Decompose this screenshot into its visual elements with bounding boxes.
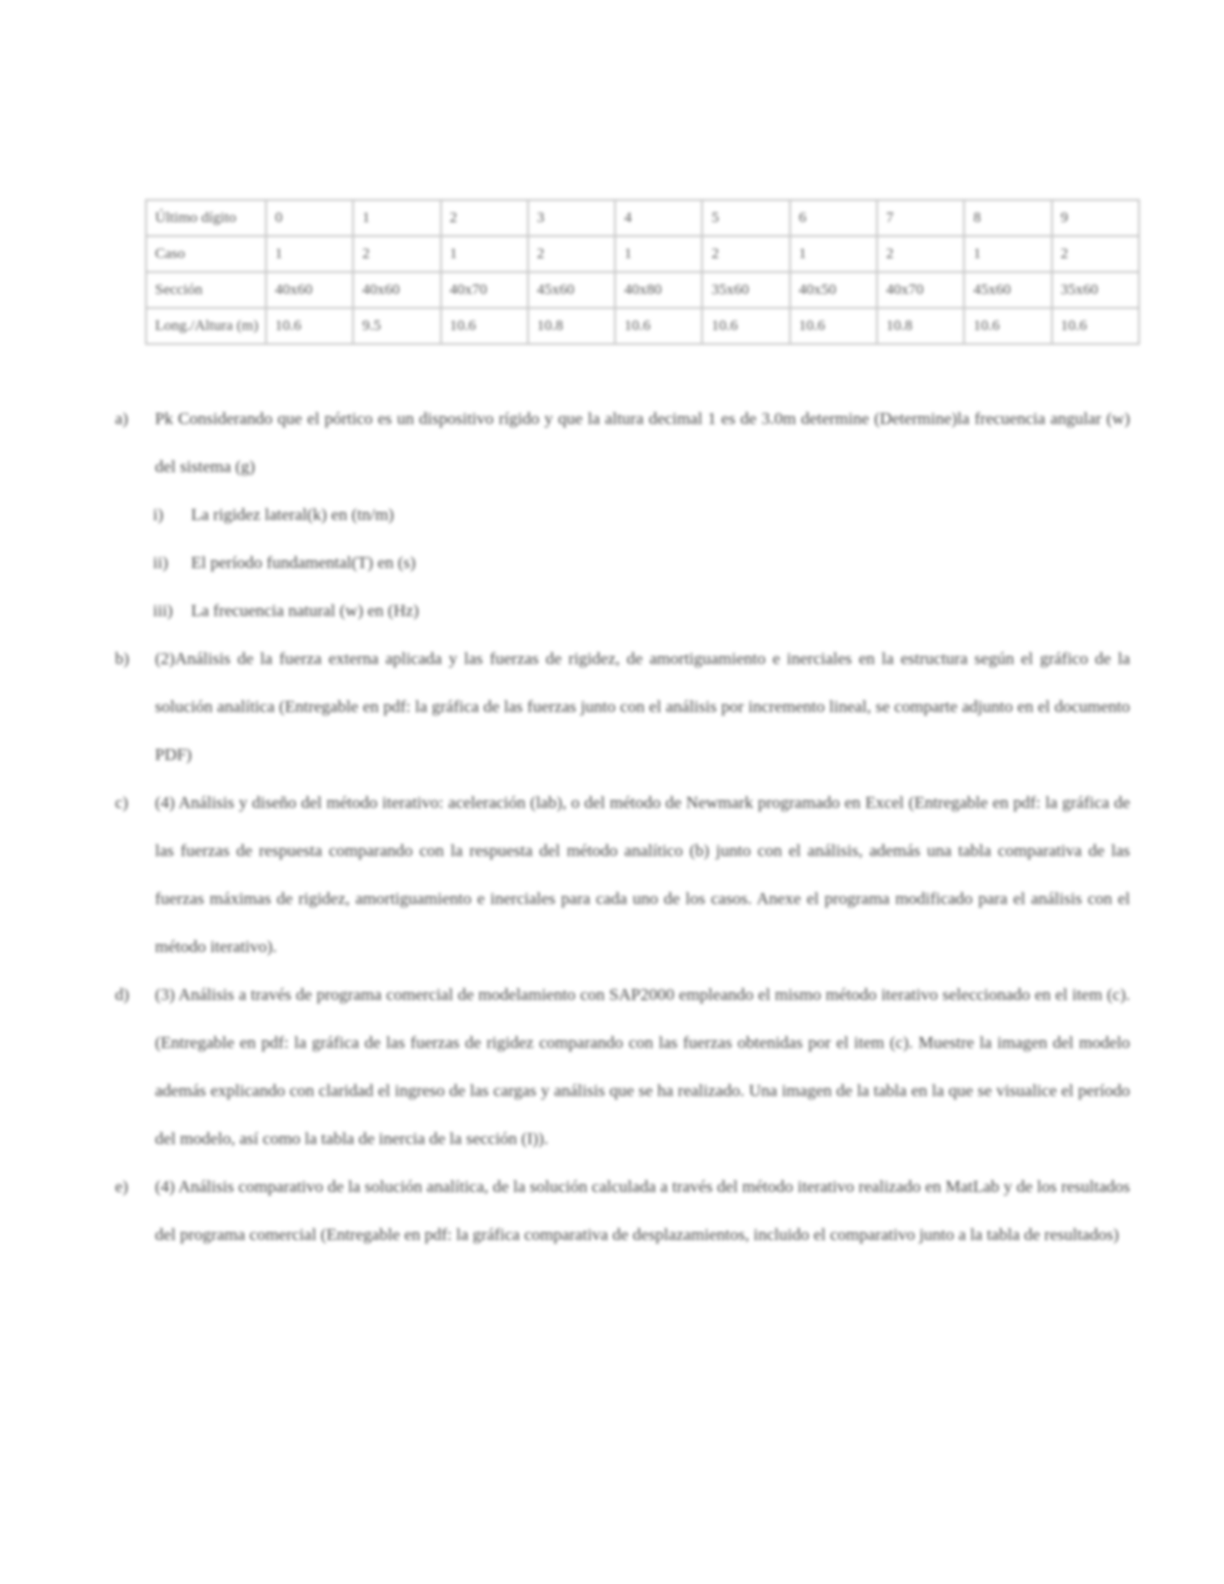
table-cell: 10.6 [441, 308, 528, 344]
table-cell: 35x60 [1052, 272, 1139, 308]
table-cell: 10.6 [615, 308, 702, 344]
table-cell: 40x70 [877, 272, 964, 308]
question-item [115, 635, 1130, 779]
table-cell: 10.8 [877, 308, 964, 344]
question-list [115, 395, 1130, 1259]
item-label: iii) [153, 601, 173, 620]
table-cell: 40x60 [266, 272, 353, 308]
item-label: d) [115, 985, 130, 1004]
table-cell: 2 [353, 236, 440, 272]
sub-item [115, 491, 1130, 539]
sub-item [115, 587, 1130, 635]
table-row [146, 308, 1139, 344]
table-cell: 40x60 [353, 272, 440, 308]
item-text: El período fundamental(T) en (s) [191, 553, 416, 572]
table-cell: 4 [615, 200, 702, 236]
table-cell: 1 [615, 236, 702, 272]
table-cell: 1 [353, 200, 440, 236]
table-cell: 45x60 [964, 272, 1051, 308]
item-label: ii) [153, 553, 169, 572]
table-cell: 10.6 [1052, 308, 1139, 344]
table-cell: 8 [964, 200, 1051, 236]
table-row [146, 272, 1139, 308]
question-item [115, 1163, 1130, 1259]
table-cell: 10.6 [964, 308, 1051, 344]
table-cell: 10.6 [702, 308, 789, 344]
item-text: (2)Análisis de la fuerza externa aplicada y las fuerzas de rigidez, de amortiguamiento e inerciales en la estructura según el gráfico de la solución analítica (Entregable en pdf: la gráfica de las fuerzas junto con el análisis por incremento lineal, se comparte adjunto en el documento PDF) [155, 649, 1130, 764]
row-header: Caso [146, 236, 266, 272]
row-header: Long./Altura (m) [146, 308, 266, 344]
table-cell: 2 [877, 236, 964, 272]
table-cell: 2 [441, 200, 528, 236]
item-label: a) [115, 409, 129, 428]
table-cell: 0 [266, 200, 353, 236]
item-text: (4) Análisis comparativo de la solución analítica, de la solución calculada a través del método iterativo realizado en MatLab y de los resultados del programa comercial (Entregable en pdf: la gráfica comparativa de desplazamientos, incluido el comparativo junto a la tabla de resultados) [155, 1177, 1130, 1244]
table-cell: 1 [441, 236, 528, 272]
table-cell: 45x60 [528, 272, 615, 308]
sub-item [115, 539, 1130, 587]
table-cell: 2 [1052, 236, 1139, 272]
table-row [146, 200, 1139, 236]
table-cell: 1 [266, 236, 353, 272]
table-cell: 40x50 [790, 272, 877, 308]
table-cell: 3 [528, 200, 615, 236]
question-item [115, 395, 1130, 491]
table-cell: 1 [790, 236, 877, 272]
item-text: La rigidez lateral(k) en (tn/m) [191, 505, 394, 524]
table-cell: 10.6 [790, 308, 877, 344]
table-row [146, 236, 1139, 272]
table-cell: 10.8 [528, 308, 615, 344]
table-cell: 40x80 [615, 272, 702, 308]
table-cell: 6 [790, 200, 877, 236]
table-cell: 5 [702, 200, 789, 236]
item-label: b) [115, 649, 130, 668]
item-text: La frecuencia natural (w) en (Hz) [191, 601, 419, 620]
item-text: Pk Considerando que el pórtico es un dispositivo rígido y que la altura decimal 1 es de 3.0m determine (Determine)la frecuencia angular (w) del sistema (g) [155, 409, 1130, 476]
parameter-table [145, 199, 1140, 345]
item-text: (4) Análisis y diseño del método iterativo: aceleración (lab), o del método de Newmark programado en Excel (Entregable en pdf: la gráfica de las fuerzas de respuesta comparando con la respuesta del método analítico (b) junto con el análisis, además una tabla comparativa de las fuerzas máximas de rigidez, amortiguamiento e inerciales para cada uno de los casos. Anexe el programa modificado para el análisis con el método iterativo). [155, 793, 1130, 956]
question-item [115, 971, 1130, 1163]
table-cell: 10.6 [266, 308, 353, 344]
row-header: Último dígito [146, 200, 266, 236]
item-label: e) [115, 1177, 129, 1196]
question-item [115, 779, 1130, 971]
table-cell: 1 [964, 236, 1051, 272]
table-cell: 2 [528, 236, 615, 272]
table-cell: 40x70 [441, 272, 528, 308]
table-cell: 9.5 [353, 308, 440, 344]
table-cell: 2 [702, 236, 789, 272]
item-text: (3) Análisis a través de programa comercial de modelamiento con SAP2000 empleando el mismo método iterativo seleccionado en el item (c). (Entregable en pdf: la gráfica de las fuerzas de rigidez comparando con las fuerzas obtenidas por el item (c). Muestre la imagen del modelo además explicando con claridad el ingreso de las cargas y análisis que se ha realizado. Una imagen de la tabla en la que se visualice el período del modelo, así como la tabla de inercia de la sección (I)). [155, 985, 1130, 1148]
table-cell: 35x60 [702, 272, 789, 308]
item-label: i) [153, 505, 164, 524]
row-header: Sección [146, 272, 266, 308]
item-label: c) [115, 793, 129, 812]
table-cell: 7 [877, 200, 964, 236]
table-cell: 9 [1052, 200, 1139, 236]
